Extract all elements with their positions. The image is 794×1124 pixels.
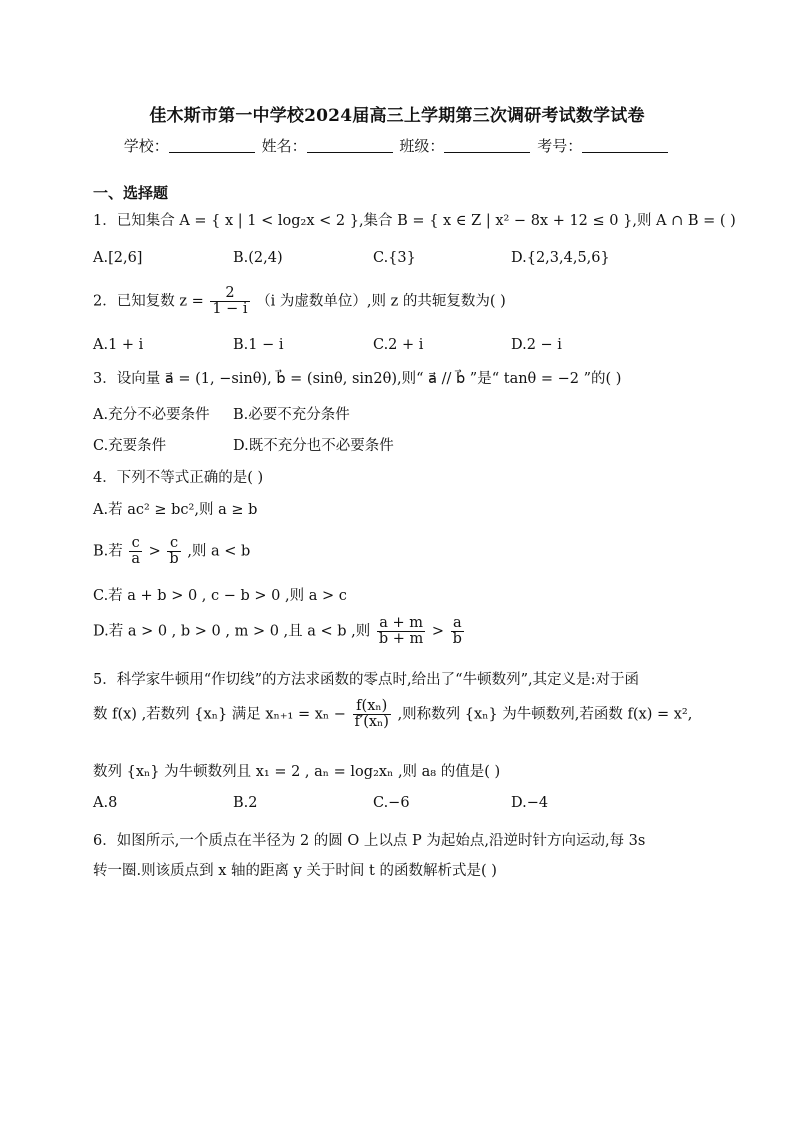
q4b-operator: >: [148, 543, 161, 560]
q4d-fraction-2: [451, 616, 464, 647]
q4d-operator: >: [431, 623, 445, 640]
school-label: 学校：: [123, 137, 169, 155]
question-5-line-1: 5．科学家牛顿用“作切线”的方法求函数的零点时,给出了“牛顿数列”,其定义是:对于函: [93, 672, 639, 688]
q1-option-d[interactable]: D.{2,3,4,5,6}: [511, 250, 610, 266]
q1-option-a[interactable]: A.[2,6]: [93, 250, 143, 266]
question-5-line-3: 数列 {xₙ} 为牛顿数列且 x₁ = 2 , aₙ = log₂xₙ ,则 a₈ 的值是( ): [93, 764, 501, 780]
q4b-suffix: ,则 a < b: [187, 543, 251, 560]
q4b-f1-den: a: [131, 551, 141, 568]
q5-option-d[interactable]: D.−4: [511, 795, 549, 811]
question-6-line-2: 转一圈.则该质点到 x 轴的距离 y 关于时间 t 的函数解析式是( ): [93, 863, 497, 879]
q5-line2-prefix: 数 f(x) ,若数列 {xₙ} 满足 xₙ₊₁ = xₙ −: [93, 706, 346, 723]
class-blank[interactable]: [444, 138, 530, 153]
q5-frac-den: f′(xₙ): [354, 714, 389, 731]
q2-option-a[interactable]: A.1 + i: [93, 337, 144, 353]
q4d-f2-den: b: [452, 631, 462, 648]
question-3-stem: 3．设向量 a⃗ = (1, −sinθ), b⃗ = (sinθ, sin2θ),则“ a⃗ // b⃗ ”是“ tanθ = −2 ”的( ): [93, 371, 622, 387]
name-label: 姓名：: [261, 137, 307, 155]
q2-option-c[interactable]: C.2 + i: [373, 337, 424, 353]
q5-option-b[interactable]: B.2: [233, 795, 258, 811]
q4b-fraction-2: [167, 536, 180, 567]
q4-option-b[interactable]: [93, 536, 250, 567]
q3-option-a[interactable]: A.充分不必要条件: [93, 407, 210, 423]
q5-option-c[interactable]: C.−6: [373, 795, 410, 811]
q5-fraction: [353, 699, 391, 730]
q4d-f1-num: a + m: [377, 616, 425, 632]
q2-frac-numerator: 2: [210, 286, 249, 302]
question-5-line-2: [93, 699, 692, 730]
section-heading: 一、选择题: [93, 184, 169, 202]
q3-option-d[interactable]: D.既不充分也不必要条件: [233, 438, 394, 454]
name-blank[interactable]: [307, 138, 393, 153]
exam-number-blank[interactable]: [582, 138, 668, 153]
q4d-f1-den: b + m: [378, 631, 424, 648]
question-2-stem: [93, 286, 506, 317]
question-1-stem: 1．已知集合 A = { x | 1 < log₂x < 2 },集合 B = { x ∈ Z | x² − 8x + 12 ≤ 0 },则 A ∩ B = ( ): [93, 213, 736, 229]
q3-option-c[interactable]: C.充要条件: [93, 438, 167, 454]
q4d-f2-num: a: [451, 616, 464, 632]
exam-number-label: 考号：: [537, 137, 583, 155]
class-label: 班级：: [399, 137, 445, 155]
q5-line2-suffix: ,则称数列 {xₙ} 为牛顿数列,若函数 f(x) = x²,: [397, 706, 693, 723]
q2-option-b[interactable]: B.1 − i: [233, 337, 284, 353]
q4b-f2-num: c: [167, 536, 180, 552]
q5-option-a[interactable]: A.8: [93, 795, 118, 811]
q4d-prefix: D.若 a > 0 , b > 0 , m > 0 ,且 a < b ,则: [93, 623, 371, 640]
q5-frac-num: f(xₙ): [353, 699, 391, 715]
q2-option-d[interactable]: D.2 − i: [511, 337, 562, 353]
q1-option-b[interactable]: B.(2,4): [233, 250, 283, 266]
q2-fraction: [210, 286, 249, 317]
q2-frac-denominator: 1 − i: [212, 301, 248, 318]
q4b-f2-den: b: [169, 551, 179, 568]
q2-stem-before: 2．已知复数 z =: [93, 293, 204, 310]
q4b-prefix: B.若: [93, 543, 123, 560]
exam-title: 佳木斯市第一中学校2024届高三上学期第三次调研考试数学试卷: [149, 106, 645, 126]
q2-stem-after: （i 为虚数单位）,则 z 的共轭复数为( ): [256, 293, 506, 310]
q4b-fraction-1: [129, 536, 142, 567]
school-blank[interactable]: [169, 138, 255, 153]
q4-option-a[interactable]: A.若 ac² ≥ bc²,则 a ≥ b: [93, 502, 258, 518]
question-6-line-1: 6．如图所示,一个质点在半径为 2 的圆 O 上以点 P 为起始点,沿逆时针方向运动,每 3s: [93, 833, 646, 849]
student-info-row: [0, 135, 794, 156]
q4-option-c[interactable]: C.若 a + b > 0 , c − b > 0 ,则 a > c: [93, 588, 347, 604]
q1-option-c[interactable]: C.{3}: [373, 250, 416, 266]
question-4-stem: 4．下列不等式正确的是( ): [93, 470, 264, 486]
q4-option-d[interactable]: [93, 616, 466, 647]
q4d-fraction-1: [377, 616, 425, 647]
q4b-f1-num: c: [129, 536, 142, 552]
q3-option-b[interactable]: B.必要不充分条件: [233, 407, 350, 423]
